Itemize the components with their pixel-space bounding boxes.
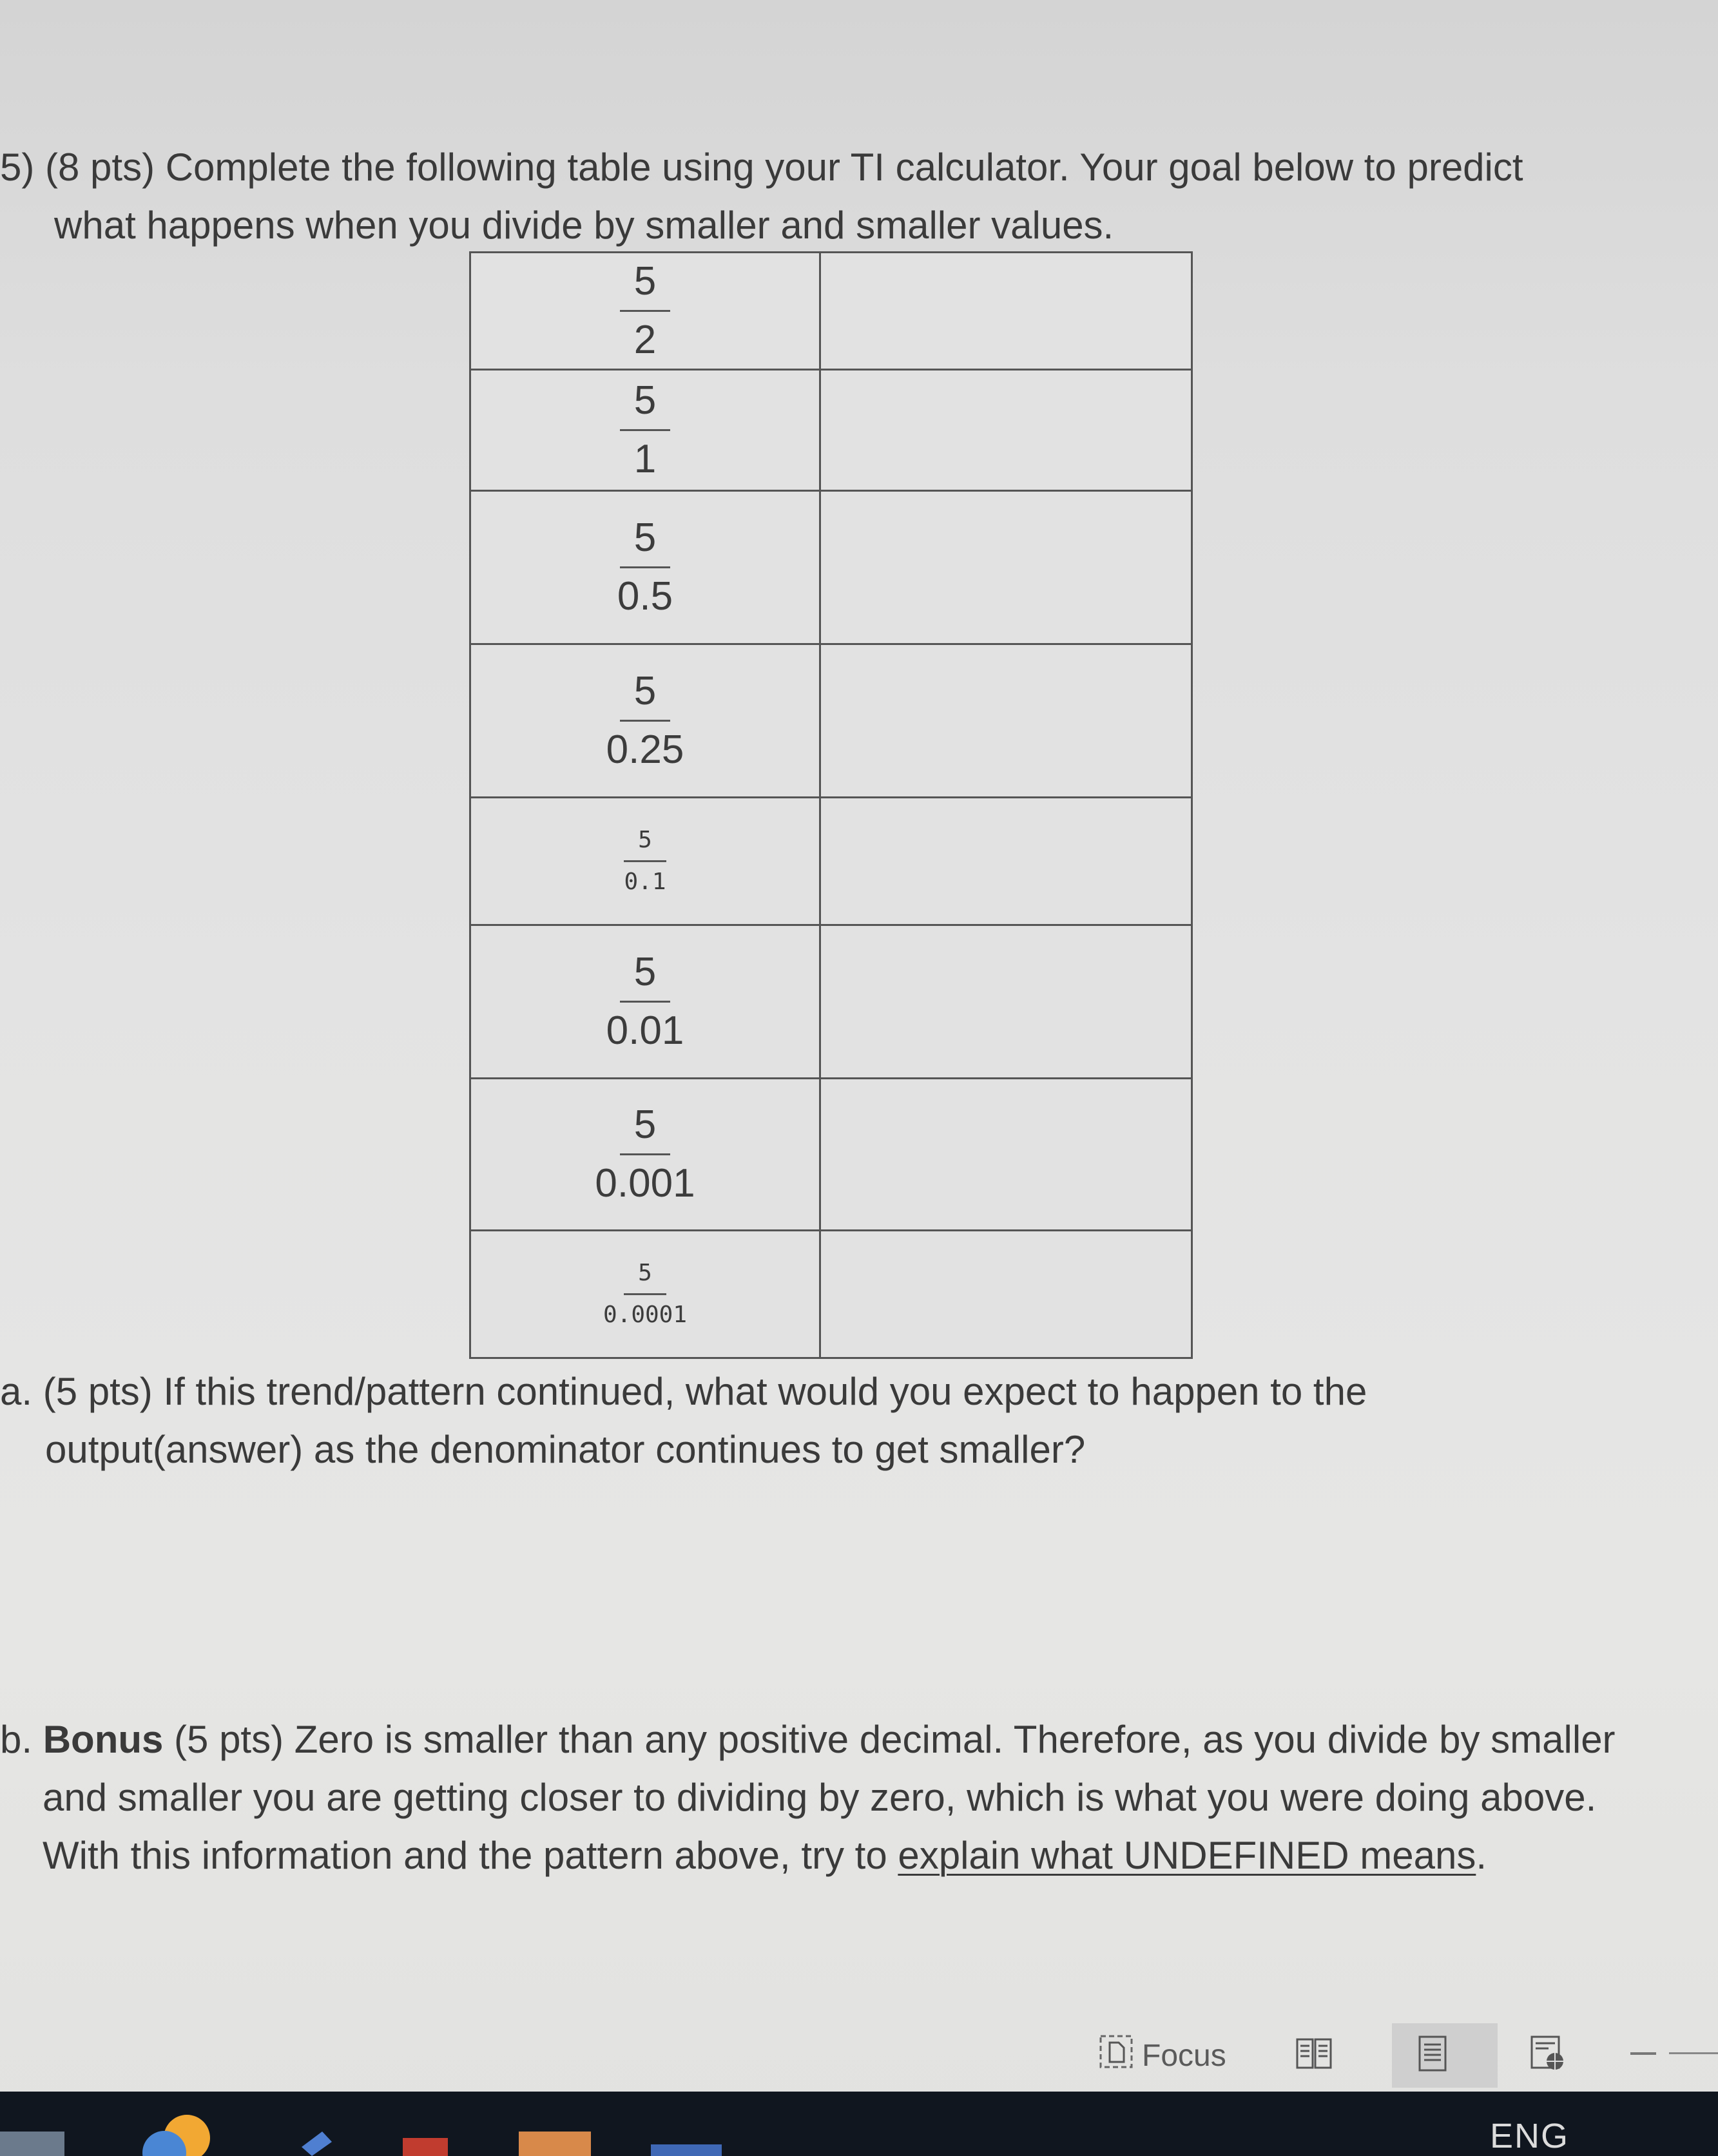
- fraction-cell: [470, 798, 820, 925]
- windows-taskbar: [0, 2092, 1718, 2156]
- bonus-label: Bonus: [43, 1718, 164, 1761]
- fraction-cell: [470, 491, 820, 644]
- answer-cell[interactable]: [820, 1079, 1192, 1231]
- numerator: 5: [624, 825, 666, 862]
- denominator: 0.001: [595, 1161, 695, 1206]
- denominator: 0.5: [617, 574, 673, 619]
- answer-cell[interactable]: [820, 491, 1192, 644]
- fraction-cell: [470, 1079, 820, 1231]
- read-mode-icon[interactable]: [1293, 2031, 1335, 2076]
- table-row: [470, 491, 1192, 644]
- fraction: [581, 1102, 709, 1207]
- numerator: 5: [620, 515, 670, 568]
- fraction: [589, 1258, 701, 1330]
- table-row: [470, 644, 1192, 798]
- answer-cell[interactable]: [820, 925, 1192, 1079]
- numerator: 5: [620, 1102, 670, 1155]
- part-a-prompt-line2: output(answer) as the denominator continues to get smaller?: [45, 1428, 1086, 1471]
- answer-cell[interactable]: [820, 644, 1192, 798]
- numerator: 5: [620, 949, 670, 1003]
- app-icon[interactable]: [302, 2132, 332, 2156]
- denominator: 0.25: [606, 727, 684, 772]
- fraction-table: [469, 251, 1193, 1359]
- answer-cell[interactable]: [820, 798, 1192, 925]
- fraction: [620, 258, 670, 363]
- focus-label: Focus: [1142, 2038, 1226, 2073]
- part-b-text-pre: With this information and the pattern above, try to: [43, 1834, 898, 1877]
- undefined-underlined-phrase: explain what UNDEFINED means: [898, 1834, 1476, 1877]
- part-b-prompt-line1: [0, 1711, 1616, 1769]
- fraction-cell: [470, 644, 820, 798]
- denominator: 0.1: [624, 869, 666, 895]
- table-row: [470, 798, 1192, 925]
- question-5-prompt-line1: 5) (8 pts) Complete the following table using your TI calculator. Your goal below to predict: [0, 146, 1523, 189]
- denominator: 0.01: [606, 1008, 684, 1053]
- table-row: [470, 925, 1192, 1079]
- fraction: [610, 825, 680, 897]
- table-row: [470, 253, 1192, 370]
- denominator: 0.0001: [603, 1302, 688, 1328]
- part-b-label: b.: [0, 1718, 33, 1761]
- web-layout-icon[interactable]: [1527, 2031, 1570, 2076]
- fraction-cell: [470, 370, 820, 491]
- fraction: [603, 515, 687, 620]
- office-icon[interactable]: [403, 2138, 448, 2156]
- fraction: [620, 378, 670, 483]
- part-b-text: (5 pts) Zero is smaller than any positive decimal. Therefore, as you divide by smaller: [163, 1718, 1616, 1761]
- table-row: [470, 1231, 1192, 1358]
- fraction-cell: [470, 1231, 820, 1358]
- print-layout-icon[interactable]: [1411, 2031, 1454, 2076]
- denominator: 2: [633, 318, 657, 362]
- language-indicator[interactable]: ENG: [1490, 2117, 1570, 2155]
- fraction: [592, 668, 699, 773]
- answer-cell[interactable]: [820, 1231, 1192, 1358]
- table-row: [470, 1079, 1192, 1231]
- fraction-cell: [470, 925, 820, 1079]
- word-icon[interactable]: [651, 2144, 722, 2156]
- fraction-cell: [470, 253, 820, 370]
- table-row: [470, 370, 1192, 491]
- part-b-prompt-line2: and smaller you are getting closer to dividing by zero, which is what you were doing above.: [43, 1776, 1597, 1819]
- file-explorer-icon[interactable]: [0, 2132, 64, 2156]
- part-b-text-post: .: [1476, 1834, 1487, 1877]
- fraction: [592, 949, 699, 1054]
- question-5-prompt-line2: what happens when you divide by smaller and smaller values.: [54, 204, 1114, 247]
- zoom-out-button[interactable]: [1630, 2052, 1656, 2055]
- numerator: 5: [620, 258, 670, 312]
- taskbar-app-icons: [0, 2092, 773, 2156]
- part-a-prompt-line1: a. (5 pts) If this trend/pattern continued, what would you expect to happen to the: [0, 1370, 1367, 1413]
- part-b-prompt-line3: [43, 1827, 1487, 1885]
- denominator: 1: [633, 437, 657, 481]
- numerator: 5: [624, 1258, 666, 1295]
- focus-mode-button[interactable]: [1098, 2033, 1226, 2078]
- paint-icon[interactable]: [519, 2132, 591, 2156]
- answer-cell[interactable]: [820, 253, 1192, 370]
- word-status-bar: [0, 2023, 1718, 2088]
- zoom-slider[interactable]: [1669, 2052, 1718, 2054]
- focus-icon: [1098, 2034, 1134, 2077]
- numerator: 5: [620, 668, 670, 722]
- numerator: 5: [620, 378, 670, 431]
- answer-cell[interactable]: [820, 370, 1192, 491]
